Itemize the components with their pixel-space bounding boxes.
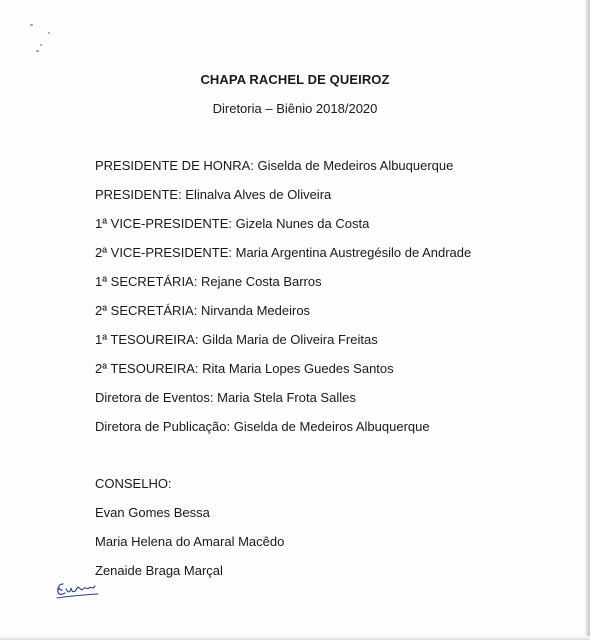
board-line-first-vice-president: 1ª VICE-PRESIDENTE: Gizela Nunes da Costa bbox=[95, 216, 370, 231]
scan-speck bbox=[48, 32, 50, 34]
paper-edge-right bbox=[584, 0, 590, 640]
paper-edge-bottom bbox=[0, 636, 590, 640]
board-line-first-treasurer: 1ª TESOUREIRA: Gilda Maria de Oliveira Freitas bbox=[95, 332, 378, 347]
council-member: Maria Helena do Amaral Macêdo bbox=[95, 534, 285, 549]
scan-speck bbox=[30, 24, 33, 26]
board-line-events-director: Diretora de Eventos: Maria Stela Frota Salles bbox=[95, 390, 356, 405]
board-line-second-secretary: 2ª SECRETÁRIA: Nirvanda Medeiros bbox=[95, 303, 311, 318]
board-line-president: PRESIDENTE: Elinalva Alves de Oliveira bbox=[95, 187, 332, 202]
council-member: Evan Gomes Bessa bbox=[95, 505, 210, 520]
board-line-publication-director: Diretora de Publicação: Giselda de Medeiros Albuquerque bbox=[95, 419, 430, 434]
council-member: Zenaide Braga Marçal bbox=[95, 563, 223, 578]
document-title: CHAPA RACHEL DE QUEIROZ bbox=[200, 72, 390, 87]
board-line-second-vice-president: 2ª VICE-PRESIDENTE: Maria Argentina Austregésilo de Andrade bbox=[95, 245, 472, 260]
handwritten-signature bbox=[54, 576, 102, 604]
scan-speck bbox=[40, 44, 42, 46]
council-heading: CONSELHO: bbox=[95, 476, 172, 491]
document-subtitle: Diretoria – Biênio 2018/2020 bbox=[212, 101, 378, 116]
scan-speck bbox=[36, 50, 39, 52]
board-line-second-treasurer: 2ª TESOUREIRA: Rita Maria Lopes Guedes Santos bbox=[95, 361, 394, 376]
board-line-honorary-president: PRESIDENTE DE HONRA: Giselda de Medeiros Albuquerque bbox=[95, 158, 454, 173]
board-line-first-secretary: 1ª SECRETÁRIA: Rejane Costa Barros bbox=[95, 274, 322, 289]
